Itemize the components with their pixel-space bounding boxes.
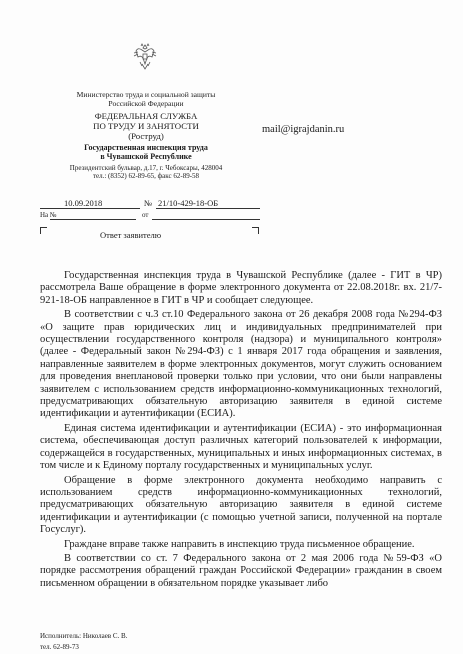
federal-service-line-2: ПО ТРУДУ И ЗАНЯТОСТИ [93,121,199,131]
reference-number-label: На № [40,211,57,219]
body-paragraph: Обращение в форме электронного документа необходимо направить с использованием средств информационно-коммуникационных технологий, предусматривающих обязательную авторизацию заявителя в единой системе идентификации и аутентификации (с помощью учетной записи, полученной на портале Госуслуг). [40,474,442,536]
russian-coat-of-arms-icon [132,42,158,72]
body-paragraph: Единая система идентификации и аутентификации (ЕСИА) - это информационная система, обеспечивающая доступ различных категорий пользователей к информации, содержащейся в государственных, муниципальных и иных информационных системах, в том числе и к Единому порталу государственных и муниципальных услуг. [40,422,442,472]
body-paragraph: Государственная инспекция труда в Чувашской Республике (далее - ГИТ в ЧР) рассмотрела Ваше обращение в форме электронного документа от 22.08.2018г. вх. 21/7-921-18-ОБ направленное в ГИТ в ЧР и сообщает следующее. [40,270,442,306]
inspection-name-line-2: в Чувашской Республике [100,152,192,161]
reference-date-label: от [142,211,149,219]
subject-corner-right [252,227,259,234]
number-underline [156,208,260,209]
document-date: 10.09.2018 [64,198,103,208]
ministry-line-1: Министерство труда и социальной защиты [76,90,216,99]
rostrud-label: (Роструд) [128,131,164,141]
letter-subject: Ответ заявителю [100,230,162,240]
body-paragraph: Граждане вправе также направить в инспекцию труда письменное обращение. [64,538,415,550]
ministry-line-2: Российской Федерации [108,99,184,108]
letter-body [40,270,442,590]
phone-fax-line: тел.: (8352) 62-89-65, факс 62-89-58 [92,172,200,180]
address-line: Президентский бульвар, д.17, г. Чебоксары, 428004 [69,164,223,172]
number-sign: № [144,198,153,208]
reference-number-underline [50,219,136,220]
subject-corner-left [40,227,47,234]
inspection-name-line-1: Государственная инспекция труда [84,143,208,152]
reference-date-underline [152,219,260,220]
document-number: 21/10-429-18-ОБ [158,198,219,208]
recipient-email: mail@igrajdanin.ru [262,124,345,135]
executor-name: Исполнитель: Николаев С. В. [40,632,128,640]
date-underline [40,208,140,209]
body-paragraph: В соответствии с ч.3 ст.10 Федерального закона от 26 декабря 2008 года №294-ФЗ «О защите прав юридических лиц и индивидуальных предпринимателей при осуществлении государственного контроля (надзора) и муниципального контроля» (далее - Федеральный закон №294-ФЗ) с 1 января 2017 года обращения и заявления, направленные заявителем в форме электронных документов, могут служить основанием для проведения внеплановой проверки только при условии, что они были направлены заявителем с использованием средств информационно-коммуникационных технологий, предусматривающих обязательную авторизацию заявителя в единой системе идентификации и аутентификации (ЕСИА). [40,309,442,420]
federal-service-line-1: ФЕДЕРАЛЬНАЯ СЛУЖБА [94,111,198,121]
executor-phone: тел. 62-89-73 [40,643,79,651]
body-paragraph: В соответствии со ст. 7 Федерального закона от 2 мая 2006 года №59-ФЗ «О порядке рассмотрения обращений граждан Российской Федерации» гражданин в своем письменном обращении в обязательном порядке указывает либо [40,552,442,589]
